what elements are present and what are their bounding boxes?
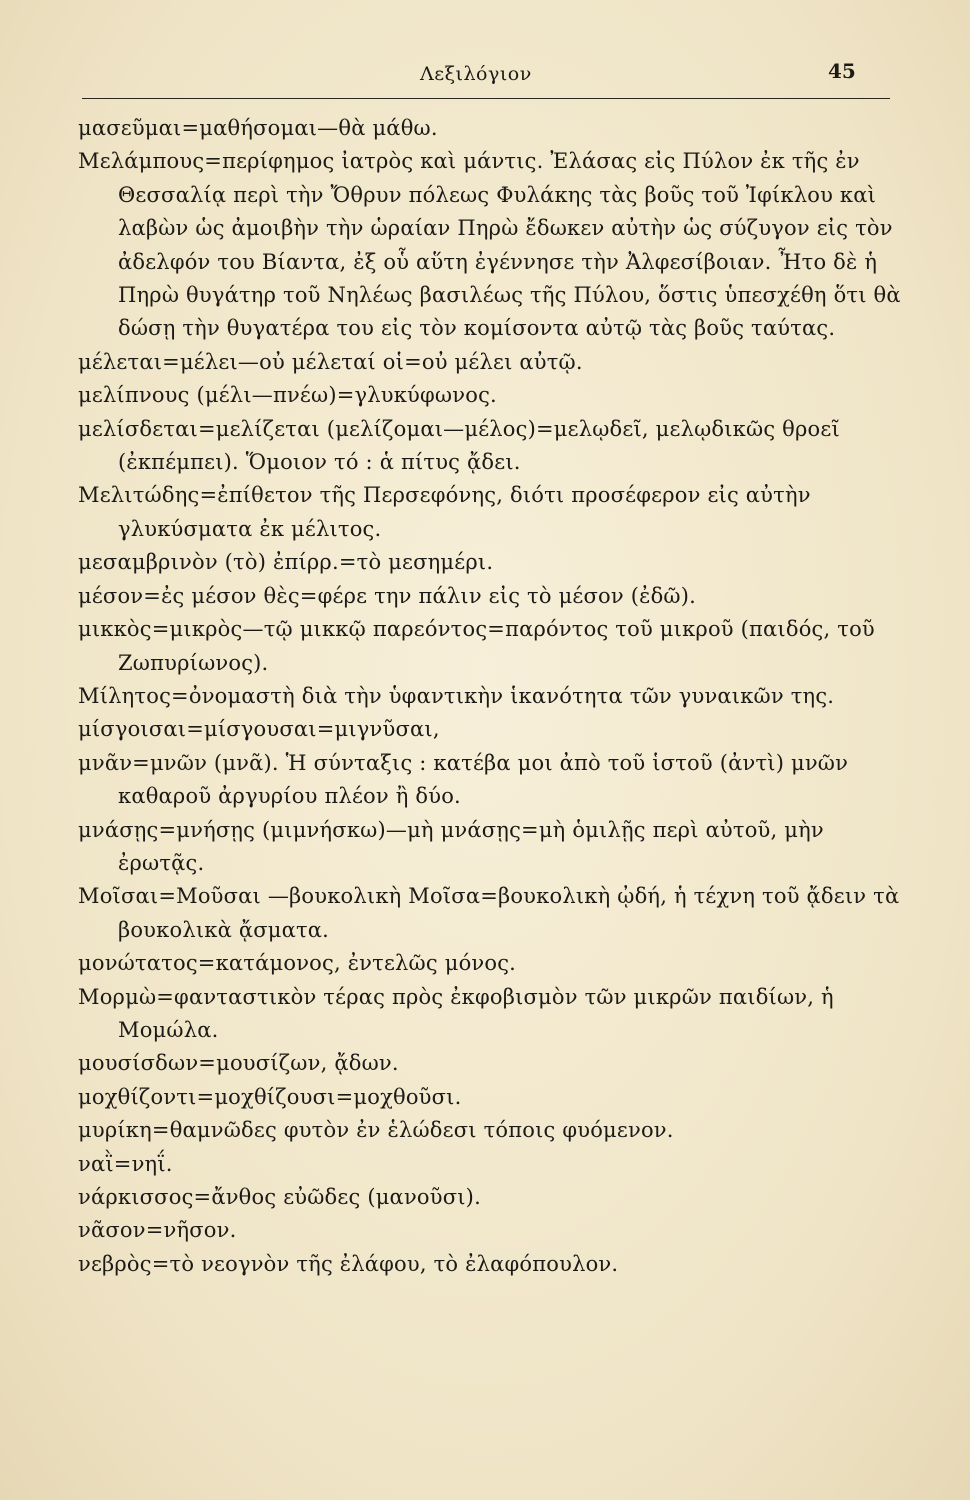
glossary-entry: μίσγοισαι=μίσγουσαι=μιγνῦσαι,	[78, 717, 440, 742]
running-title: Λεξιλόγιον	[420, 63, 532, 85]
glossary-entry: Μελάμπους=περίφημος ἰατρὸς καὶ μάντις. Ἐλάσας εἰς Πύλον ἐκ τῆς ἐν Θεσσαλίᾳ περὶ τὴν Ὄθρυν πόλεως Φυλάκης τὰς βοῦς τοῦ Ἰφίκλου καὶ λαβὼν ὡς ἀμοιβὴν τὴν ὡραίαν Πηρὼ ἔδωκεν αὐτὴν ὡς σύζυγον εἰς τὸν ἀδελφόν του Βίαντα, ἐξ οὗ αὕτη ἐγέννησε τὴν Ἀλφεσίβοιαν. Ἦτο δὲ ἡ Πηρὼ θυγάτηρ τοῦ Νηλέως βασιλέως τῆς Πύλου, ὅστις ὑπεσχέθη ὅτι θὰ δώσῃ τὴν θυγατέρα του εἰς τὸν κομίσοντα αὐτῷ τὰς βοῦς ταύτας.	[78, 149, 901, 341]
glossary-entry: μασεῦμαι=μαθήσομαι—θὰ μάθω.	[78, 116, 438, 140]
glossary-entry: μελίσδεται=μελίζεται (μελίζομαι—μέλος)=μελῳδεῖ, μελῳδικῶς θροεῖ (ἐκπέμπει). Ὅμοιον τό : ἁ πίτυς ᾄδει.	[78, 416, 840, 475]
glossary-entry: μυρίκη=θαμνῶδες φυτὸν ἐν ἑλώδεσι τόποις φυόμενον.	[78, 1118, 674, 1143]
glossary-entry: νεβρὸς=τὸ νεογνὸν τῆς ἐλάφου, τὸ ἐλαφόπουλον.	[78, 1251, 619, 1276]
glossary-entry: μεσαμβρινὸν (τὸ) ἐπίρρ.=τὸ μεσημέρι.	[78, 550, 494, 575]
glossary-entry: ναῒ=νηΐ.	[78, 1151, 173, 1176]
glossary-entry: Μορμὼ=φανταστικὸν τέρας πρὸς ἐκφοβισμὸν τῶν μικρῶν παιδίων, ἡ Μομώλα.	[78, 984, 834, 1042]
glossary-entry: μουσίσδων=μουσίζων, ᾄδων.	[78, 1051, 399, 1076]
glossary-entry: μνάσῃς=μνήσῃς (μιμνήσκω)—μὴ μνάσῃς=μὴ ὁμιλῇς περὶ αὐτοῦ, μὴν ἐρωτᾷς.	[78, 817, 824, 875]
glossary-entry: μελίπνους (μέλι—πνέω)=γλυκύφωνος.	[78, 383, 497, 408]
glossary-entry: νάρκισσος=ἄνθος εὐῶδες (μανοῦσι).	[78, 1185, 481, 1209]
glossary-entry: Μίλητος=ὀνομαστὴ διὰ τὴν ὑφαντικὴν ἱκανότητα τῶν γυναικῶν της.	[78, 683, 835, 708]
glossary-entry: μνᾶν=μνῶν (μνᾶ). Ἡ σύνταξις : κατέβα μοι ἀπὸ τοῦ ἱστοῦ (ἀντὶ) μνῶν καθαροῦ ἀργυρίου πλέον ἢ δύο.	[78, 750, 849, 809]
header-rule	[82, 98, 890, 99]
glossary-entry: μέλεται=μέλει—οὐ μέλεταί οἱ=οὐ μέλει αὐτῷ.	[78, 349, 583, 374]
glossary-entry: μικκὸς=μικρὸς—τῷ μικκῷ παρεόντος=παρόντος τοῦ μικροῦ (παιδός, τοῦ Ζωπυρίωνος).	[78, 617, 875, 675]
glossary-entry: μοχθίζοντι=μοχθίζουσι=μοχθοῦσι.	[78, 1084, 462, 1109]
glossary-entry: Μελιτώδης=ἐπίθετον τῆς Περσεφόνης, διότι προσέφερον εἰς αὐτὴν γλυκύσματα ἐκ μέλιτος.	[78, 483, 811, 541]
glossary-entry: Μοῖσαι=Μοῦσαι —βουκολικὴ Μοῖσα=βουκολικὴ ᾠδή, ἡ τέχνη τοῦ ᾄδειν τὰ βουκολικὰ ᾄσματα.	[78, 884, 900, 942]
glossary-entries	[78, 112, 908, 1281]
page-number: 45	[828, 59, 856, 83]
glossary-entry: μονώτατος=κατάμονος, ἐντελῶς μόνος.	[78, 951, 517, 976]
page-header	[0, 55, 970, 95]
glossary-entry: νᾶσον=νῆσον.	[78, 1218, 237, 1243]
glossary-entry: μέσον=ἐς μέσον θὲς=φέρε την πάλιν εἰς τὸ μέσον (ἐδῶ).	[78, 583, 697, 608]
